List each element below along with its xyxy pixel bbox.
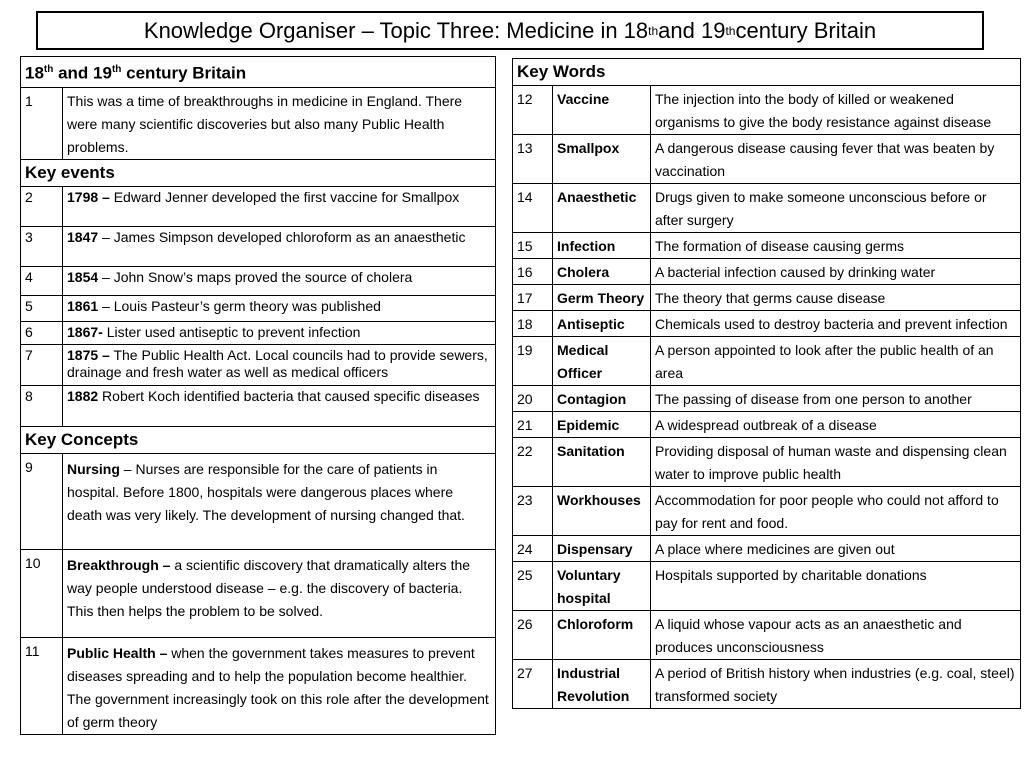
keyword-term: Cholera	[553, 259, 651, 285]
row-number: 23	[513, 487, 553, 536]
left-heading-row	[21, 57, 496, 88]
row-number: 15	[513, 233, 553, 259]
row-number: 14	[513, 184, 553, 233]
event-description: – Louis Pasteur’s germ theory was published	[98, 297, 381, 314]
event-text	[63, 344, 496, 385]
title-sup1: th	[648, 23, 659, 38]
keywords-heading-row	[513, 59, 1021, 86]
events-list	[21, 186, 496, 426]
row-number: 16	[513, 259, 553, 285]
concept-description: a scientific discovery that dramatically alters the way people understood disease – e.g. the discovery of bacteria. This then helps the problem to be solved.	[67, 556, 471, 619]
keyword-row	[513, 259, 1021, 285]
left-table	[20, 56, 496, 735]
event-row	[21, 321, 496, 344]
row-number: 26	[513, 611, 553, 660]
keyword-definition: Providing disposal of human waste and dispensing clean water to improve public health	[651, 438, 1021, 487]
event-text	[63, 321, 496, 344]
keyword-row	[513, 438, 1021, 487]
events-heading-row	[21, 159, 496, 186]
event-row	[21, 295, 496, 321]
row-number: 1	[21, 87, 63, 159]
row-number: 7	[21, 344, 63, 385]
keyword-row	[513, 660, 1021, 709]
concept-term: Public Health –	[67, 644, 168, 661]
keyword-term: Workhouses	[553, 487, 651, 536]
keyword-definition: Hospitals supported by charitable donations	[651, 562, 1021, 611]
row-number: 3	[21, 226, 63, 266]
event-text	[63, 226, 496, 266]
keyword-term: Chloroform	[553, 611, 651, 660]
event-row	[21, 385, 496, 426]
concept-description: – Nurses are responsible for the care of patients in hospital. Before 1800, hospitals were dangerous places where death was very likely. The development of nursing changed that.	[67, 460, 465, 523]
keyword-definition: The formation of disease causing germs	[651, 233, 1021, 259]
row-number: 21	[513, 412, 553, 438]
event-text	[63, 295, 496, 321]
row-number: 5	[21, 295, 63, 321]
keyword-row	[513, 536, 1021, 562]
intro-row	[21, 87, 496, 159]
title-mid: and 19	[658, 17, 726, 43]
keyword-term: Vaccine	[553, 86, 651, 135]
concept-description: when the government takes measures to prevent diseases spreading and to help the population become healthier. The government increasingly took on this role after the development of germ theory	[67, 644, 489, 730]
title-post: century Britain	[735, 17, 877, 43]
title-sup2: th	[725, 23, 736, 38]
row-number: 22	[513, 438, 553, 487]
event-text	[63, 186, 496, 226]
events-heading: Key events	[21, 159, 496, 186]
event-description: Lister used antiseptic to prevent infection	[102, 323, 361, 340]
concept-text	[63, 637, 496, 734]
keyword-row	[513, 562, 1021, 611]
row-number: 11	[21, 637, 63, 734]
keyword-row	[513, 611, 1021, 660]
concept-text	[63, 453, 496, 549]
row-number: 10	[21, 549, 63, 637]
keyword-definition: Chemicals used to destroy bacteria and prevent infection	[651, 311, 1021, 337]
keyword-row	[513, 412, 1021, 438]
row-number: 13	[513, 135, 553, 184]
row-number: 25	[513, 562, 553, 611]
row-number: 6	[21, 321, 63, 344]
keyword-row	[513, 233, 1021, 259]
keyword-term: Sanitation	[553, 438, 651, 487]
keyword-term: Antiseptic	[553, 311, 651, 337]
keyword-term: Infection	[553, 233, 651, 259]
event-date: 1798 –	[67, 188, 110, 205]
keyword-definition: The theory that germs cause disease	[651, 285, 1021, 311]
keyword-definition: A widespread outbreak of a disease	[651, 412, 1021, 438]
row-number: 19	[513, 337, 553, 386]
concepts-heading-row	[21, 426, 496, 453]
keyword-row	[513, 337, 1021, 386]
keyword-definition: A bacterial infection caused by drinking water	[651, 259, 1021, 285]
keywords-list	[513, 86, 1021, 709]
event-date: 1861	[67, 297, 99, 314]
keyword-term: Epidemic	[553, 412, 651, 438]
keyword-row	[513, 285, 1021, 311]
concept-text	[63, 549, 496, 637]
concept-term: Breakthrough –	[67, 556, 171, 573]
keyword-definition: A period of British history when industries (e.g. coal, steel) transformed society	[651, 660, 1021, 709]
keyword-row	[513, 135, 1021, 184]
keyword-definition: A place where medicines are given out	[651, 536, 1021, 562]
keywords-heading: Key Words	[513, 59, 1021, 86]
keyword-term: Industrial Revolution	[553, 660, 651, 709]
concepts-heading: Key Concepts	[21, 426, 496, 453]
keyword-term: Medical Officer	[553, 337, 651, 386]
event-row	[21, 186, 496, 226]
keyword-definition: Accommodation for poor people who could not afford to pay for rent and food.	[651, 487, 1021, 536]
left-heading: 18th and 19th century Britain	[21, 57, 496, 88]
keyword-definition: The passing of disease from one person to another	[651, 386, 1021, 412]
row-number: 4	[21, 266, 63, 295]
keyword-definition: A liquid whose vapour acts as an anaesthetic and produces unconsciousness	[651, 611, 1021, 660]
row-number: 2	[21, 186, 63, 226]
keyword-definition: A dangerous disease causing fever that was beaten by vaccination	[651, 135, 1021, 184]
event-description: – James Simpson developed chloroform as an anaesthetic	[98, 228, 466, 245]
event-description: The Public Health Act. Local councils had to provide sewers, drainage and fresh water as well as medical officers	[67, 346, 488, 380]
concept-row	[21, 453, 496, 549]
keyword-term: Dispensary	[553, 536, 651, 562]
concept-row	[21, 637, 496, 734]
keyword-definition: The injection into the body of killed or weakened organisms to give the body resistance against disease	[651, 86, 1021, 135]
row-number: 9	[21, 453, 63, 549]
concepts-list	[21, 453, 496, 734]
event-row	[21, 344, 496, 385]
event-description: Edward Jenner developed the first vaccine for Smallpox	[109, 188, 460, 205]
title-pre: Knowledge Organiser – Topic Three: Medicine in 18	[143, 17, 649, 43]
keyword-term: Anaesthetic	[553, 184, 651, 233]
keyword-row	[513, 487, 1021, 536]
event-row	[21, 266, 496, 295]
keyword-row	[513, 184, 1021, 233]
event-row	[21, 226, 496, 266]
event-date: 1875 –	[67, 346, 110, 363]
keyword-definition: A person appointed to look after the public health of an area	[651, 337, 1021, 386]
keyword-row	[513, 386, 1021, 412]
keyword-definition: Drugs given to make someone unconscious before or after surgery	[651, 184, 1021, 233]
event-date: 1867-	[67, 323, 103, 340]
event-text	[63, 385, 496, 426]
event-description: Robert Koch identified bacteria that caused specific diseases	[98, 387, 480, 404]
keyword-term: Germ Theory	[553, 285, 651, 311]
row-number: 24	[513, 536, 553, 562]
keyword-term: Contagion	[553, 386, 651, 412]
keyword-term: Voluntary hospital	[553, 562, 651, 611]
keyword-row	[513, 86, 1021, 135]
page-title	[36, 11, 984, 50]
event-description: – John Snow’s maps proved the source of cholera	[98, 268, 413, 285]
event-date: 1854	[67, 268, 99, 285]
row-number: 17	[513, 285, 553, 311]
row-number: 18	[513, 311, 553, 337]
row-number: 20	[513, 386, 553, 412]
event-date: 1847	[67, 228, 99, 245]
row-number: 8	[21, 385, 63, 426]
row-number: 27	[513, 660, 553, 709]
event-text	[63, 266, 496, 295]
intro-text: This was a time of breakthroughs in medicine in England. There were many scientific discoveries but also many Public Health problems.	[63, 87, 496, 159]
event-date: 1882	[67, 387, 99, 404]
row-number: 12	[513, 86, 553, 135]
keywords-table	[512, 58, 1021, 709]
keyword-term: Smallpox	[553, 135, 651, 184]
concept-row	[21, 549, 496, 637]
keyword-row	[513, 311, 1021, 337]
concept-term: Nursing	[67, 460, 120, 477]
